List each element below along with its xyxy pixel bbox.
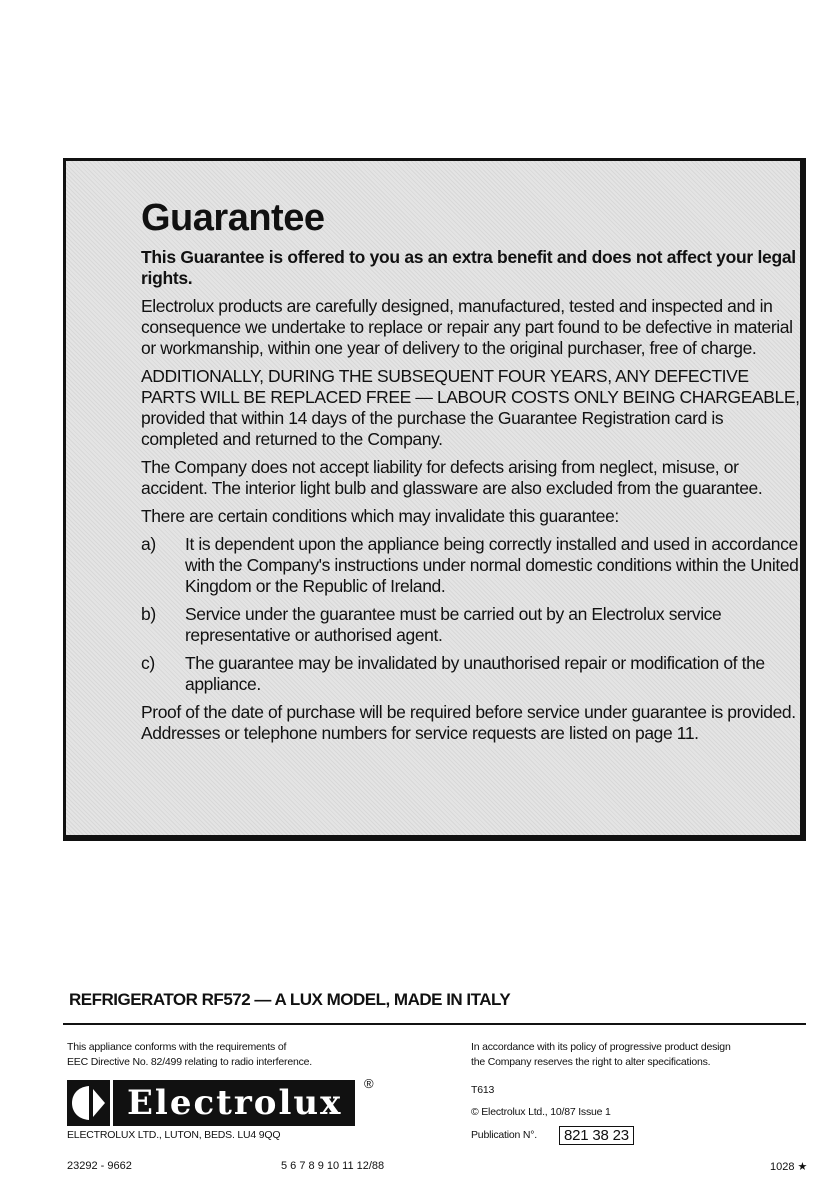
design-note <box>471 1040 791 1070</box>
condition-label: a) <box>141 534 156 554</box>
condition-text: The guarantee may be invalidated by unauthorised repair or modification of the appliance. <box>185 653 765 694</box>
model-heading: REFRIGERATOR RF572 — A LUX MODEL, MADE IN ITALY <box>69 990 511 1009</box>
guarantee-paragraph: Proof of the date of purchase will be required before service under guarantee is provided. Addresses or telephone numbers for service requests are listed on page 11. <box>141 702 796 743</box>
condition-item <box>141 604 801 646</box>
copyright-line: © Electrolux Ltd., 10/87 Issue 1 <box>471 1106 611 1118</box>
publication-label: Publication N°. <box>471 1129 537 1141</box>
guarantee-title: Guarantee <box>141 197 325 239</box>
eec-note-line: EEC Directive No. 82/499 relating to radio interference. <box>67 1056 313 1068</box>
design-note-line: In accordance with its policy of progressive product design <box>471 1041 731 1053</box>
electrolux-mark-icon <box>67 1080 113 1126</box>
electrolux-logo <box>67 1080 355 1126</box>
publication-line <box>471 1126 634 1145</box>
divider <box>63 1023 806 1025</box>
guarantee-paragraph: The Company does not accept liability for defects arising from neglect, misuse, or accident. The interior light bulb and glassware are also excluded from the guarantee. <box>141 457 763 498</box>
condition-text: It is dependent upon the appliance being correctly installed and used in accordance with the Company's instructions under normal domestic conditions within the United Kingdom or the Republic of Ireland. <box>185 534 799 596</box>
print-code-mid: 5 6 7 8 9 10 11 12/88 <box>281 1160 385 1172</box>
model-code: T613 <box>471 1084 495 1096</box>
condition-item <box>141 653 801 695</box>
guarantee-paragraph: Electrolux products are carefully designed, manufactured, tested and inspected and in consequence we undertake to replace or repair any part found to be defective in material or workmanship, within one year of delivery to the original purchaser, free of charge. <box>141 296 793 358</box>
condition-item <box>141 534 801 597</box>
condition-label: c) <box>141 653 155 673</box>
guarantee-content <box>141 195 801 751</box>
eec-note-line: This appliance conforms with the requirements of <box>67 1041 287 1053</box>
logo-wordmark: Electrolux <box>127 1083 343 1123</box>
guarantee-panel <box>63 158 806 841</box>
guarantee-paragraph: There are certain conditions which may invalidate this guarantee: <box>141 506 619 526</box>
condition-text: Service under the guarantee must be carried out by an Electrolux service representative or authorised agent. <box>185 604 722 645</box>
print-code-left: 23292 - 9662 <box>67 1160 132 1172</box>
publication-number: 821 38 23 <box>559 1126 634 1145</box>
eec-note <box>67 1040 387 1070</box>
guarantee-intro: This Guarantee is offered to you as an extra benefit and does not affect your legal rights. <box>141 247 796 288</box>
registered-mark: ® <box>364 1076 374 1091</box>
condition-label: b) <box>141 604 156 624</box>
guarantee-paragraph: ADDITIONALLY, DURING THE SUBSEQUENT FOUR YEARS, ANY DEFECTIVE PARTS WILL BE REPLACED FREE — LABOUR COSTS ONLY BEING CHARGEABLE, provided that within 14 days of the purchase the Guarantee Registration card is completed and returned to the Company. <box>141 366 800 449</box>
design-note-line: the Company reserves the right to alter specifications. <box>471 1056 711 1068</box>
company-address: ELECTROLUX LTD., LUTON, BEDS. LU4 9QQ <box>67 1129 281 1141</box>
print-code-right: 1028 ★ <box>770 1161 808 1173</box>
